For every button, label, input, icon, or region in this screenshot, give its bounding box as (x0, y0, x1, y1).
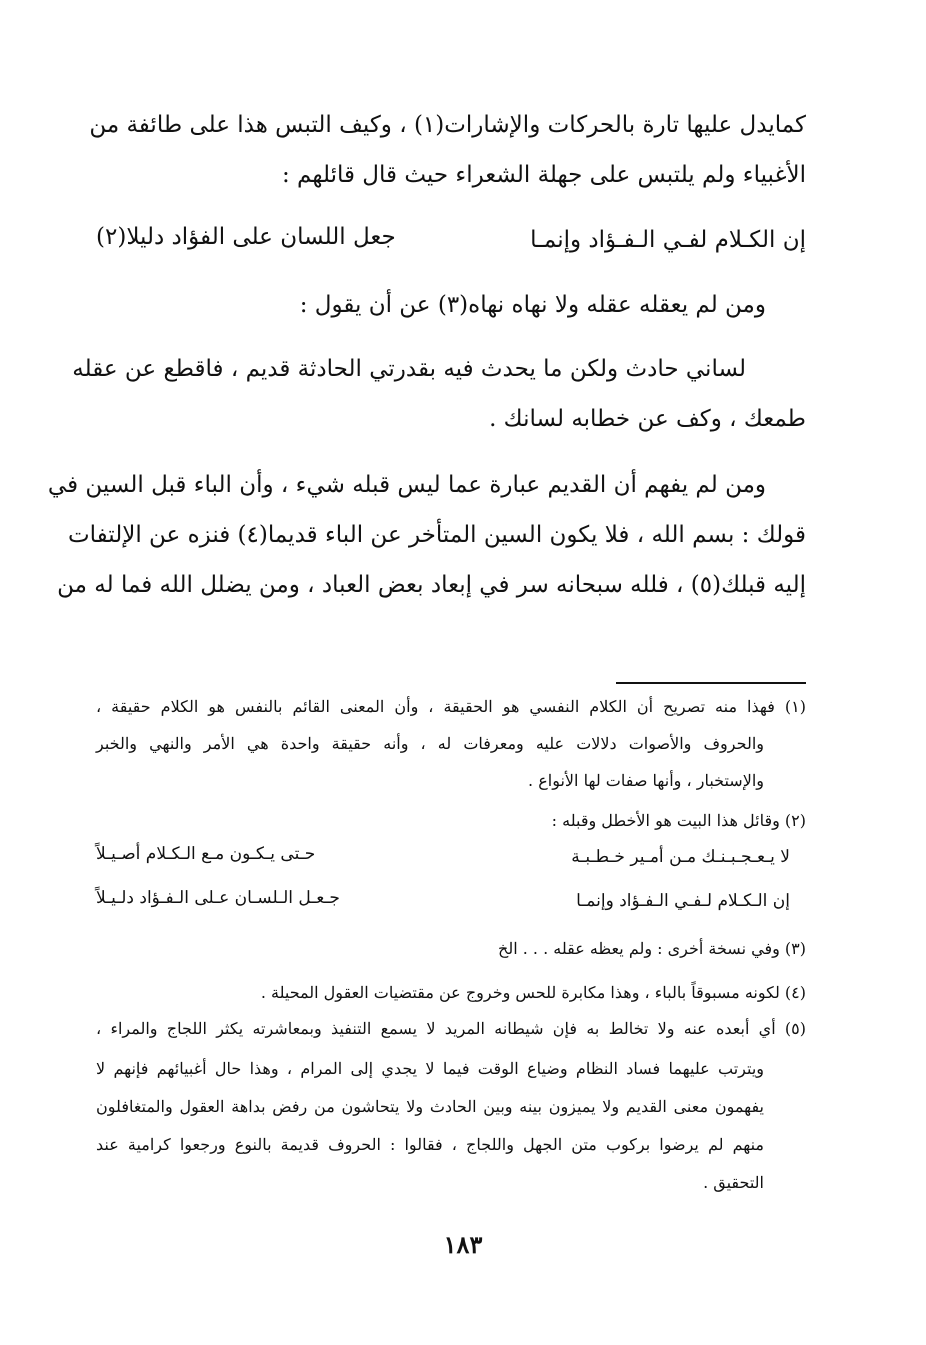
verse-hemistich-left: جعل اللسان على الفؤاد دليلا(٢) (96, 224, 396, 250)
footnote-line: (١) فهذا منه تصريح أن الكلام النفسي هو الحقيقة ، وأن المعنى القائم بالنفس هو الكلام حقيقة ، (96, 697, 807, 716)
footnote-line: منهم لم يرضوا بركوب متن الجهل واللجاج ، فقالوا : الحروف قديمة بالنوع ورجعوا كرامية عند (96, 1135, 764, 1154)
footnote-verse-right: إن الـكـلام لـفـي الـفـؤاد وإنمـا (576, 891, 790, 911)
footnote-line: (٢) وقائل هذا البيت هو الأخطل وقبله : (551, 811, 806, 830)
body-line: كمايدل عليها تارة بالحركات والإشارات(١) ، وكيف التبس هذا على طائفة من (89, 112, 806, 138)
body-line: ومن لم يعقله عقله ولا نهاه نهاه(٣) عن أن يقول : (299, 292, 766, 318)
body-line: ومن لم يفهم أن القديم عبارة عما ليس قبله شيء ، وأن الباء قبل السين في (47, 472, 766, 498)
footnote-verse-right: لا يـعـجـبـنـك مـن أمـير خـطـبـة (571, 847, 790, 867)
footnote-separator (616, 682, 806, 684)
footnote-line: والإستخبار ، وأنها صفات لها الأنواع . (528, 771, 764, 790)
footnote-line: (٥) أي أبعده عنه ولا تخالط به فإن شيطانه المريد لا يسمع التنفيذ وبمعاشرته يكثر اللجاج والمراء ، (96, 1019, 806, 1038)
footnote-line: والحروف والأصوات دلالات عليه ومعرفات له ، وأنه حقيقة واحدة هي الأمر والنهي والخبر (96, 734, 764, 753)
footnote-line: ويترتب عليهما فساد النظام وضياع الوقت فيما لا يجدي إلى المرام ، وهذا حال أغبيائهم فإنهم لا (96, 1059, 764, 1078)
footnote-line: (٣) وفي نسخة أخرى : ولم يعظه عقله . . . الخ (498, 939, 806, 958)
body-line: الأغبياء ولم يلتبس على جهلة الشعراء حيث قال قائلهم : (282, 162, 806, 188)
footnote-verse-left: جـعـل الـلسـان عـلى الـفـؤاد دلـيـلاً (96, 888, 340, 908)
page-number: ١٨٣ (443, 1230, 483, 1259)
footnote-line: يفهمون معنى القديم ولا يميزون بينه وبين الحادث ولا يتحاشون من رفض بداهة العقول والمتغافلون (96, 1097, 764, 1116)
body-line: طمعك ، وكف عن خطابه لسانك . (489, 406, 806, 432)
body-line: إليه قبلك(٥) ، فلله سبحانه سر في إبعاد بعض العباد ، ومن يضلل الله فما له من (57, 572, 806, 598)
body-line: لساني حادث ولكن ما يحدث فيه بقدرتي الحادثة قديم ، فاقطع عن عقله (72, 356, 746, 382)
body-line: قولك : بسم الله ، فلا يكون السين المتأخر عن الباء قديما(٤) فنزه عن الإلتفات (67, 522, 806, 548)
verse-hemistich-right: إن الكـلام لفـي الـفـؤاد وإنمـا (530, 227, 806, 253)
footnote-line: التحقيق . (703, 1173, 764, 1192)
footnote-verse-left: حـتى يـكـون مـع الـكـلام أصـيـلاً (96, 844, 316, 864)
footnote-line: (٤) لكونه مسبوقاً بالباء ، وهذا مكابرة للحس وخروج عن مقتضيات العقول المحيلة . (260, 983, 806, 1002)
